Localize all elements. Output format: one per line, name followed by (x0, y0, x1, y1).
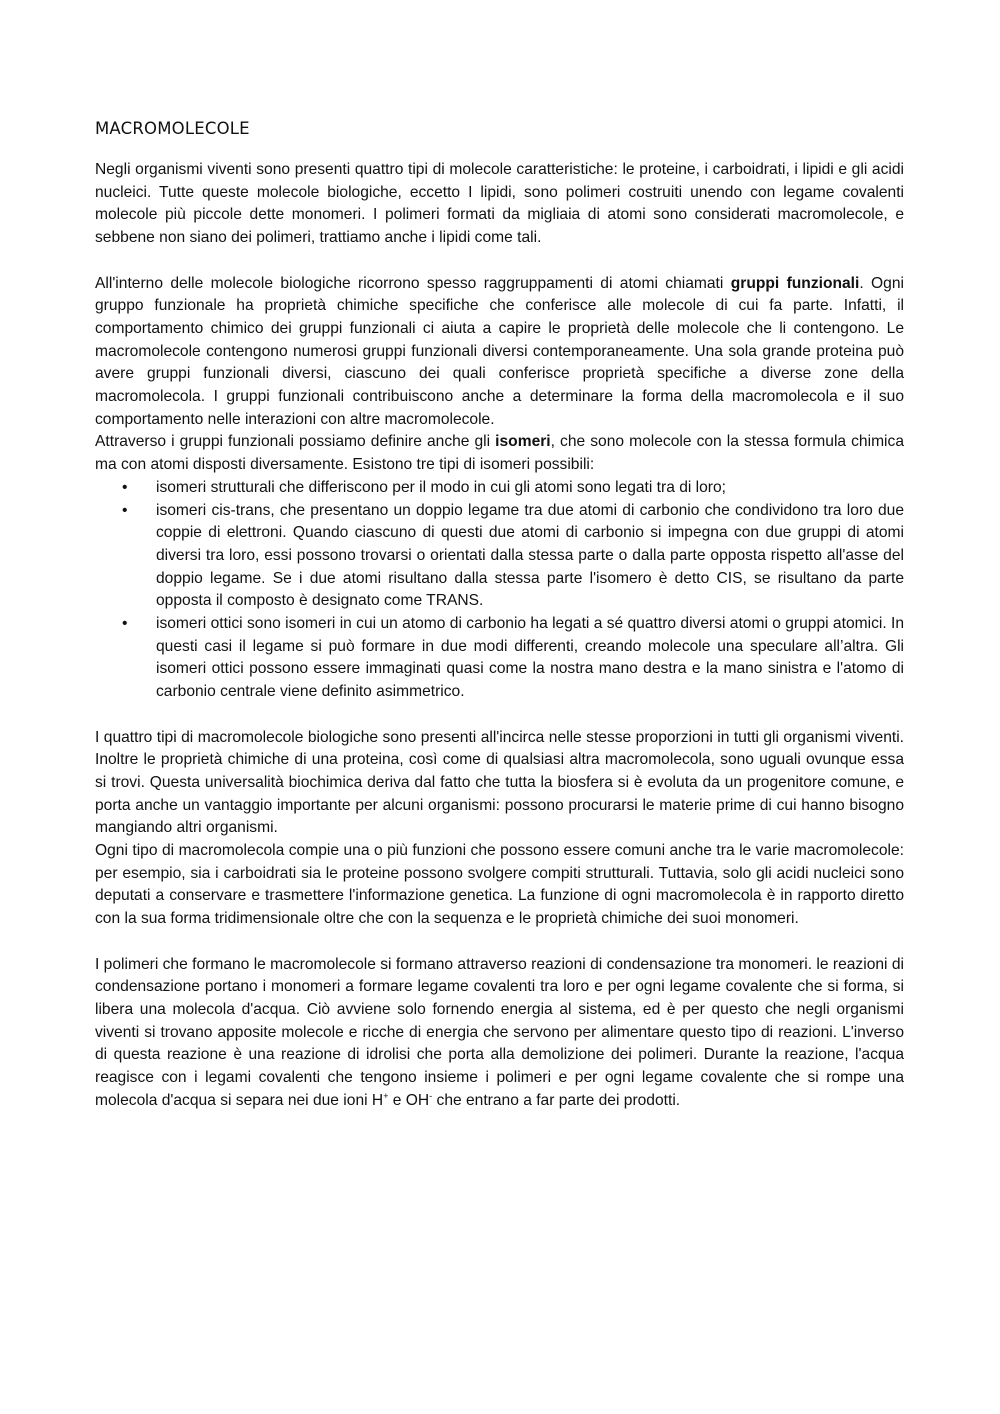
bullet-icon: • (122, 478, 128, 496)
list-item-text: isomeri strutturali che differiscono per il modo in cui gli atomi sono legati tra di loro; (156, 478, 727, 496)
list-item-structural-isomers (122, 477, 904, 500)
paragraph-spacer (95, 250, 904, 273)
text-run: . Ogni gruppo funzionale ha proprietà chimiche specifiche che conferisce alle molecole di cui fa parte. Infatti, il comportamento chimico dei gruppi funzionali ci aiuta a capire le proprietà delle molecole che li contengono. Le macromolecole contengono numerosi gruppi funzionali diversi contemporaneamente. Una sola grande proteina può avere gruppi funzionali diversi, ciascuno dei quali conferisce proprietà specifiche a diverse zone della macromolecola. I gruppi funzionali contribuiscono anche a determinare la forma della macromolecola e il suo comportamento nelle interazioni con altre macromolecole. (95, 274, 904, 428)
list-item-text: isomeri cis-trans, che presentano un doppio legame tra due atomi di carbonio che condividono tra loro due coppie di elettroni. Quando ciascuno di questi due atomi di carbonio si impegna con due gruppi di atomi diversi tra loro, essi possono trovarsi o orientati dalla stessa parte o dalla parte opposta rispetto all'asse del doppio legame. Se i due atomi risultano dalla stessa parte l'isomero è detto CIS, se risultano da parte opposta il composto è designato come TRANS. (156, 501, 904, 610)
term-isomers: isomeri (495, 433, 551, 451)
paragraph-isomers (95, 431, 904, 476)
list-item-optical-isomers (122, 613, 904, 704)
paragraph-spacer (95, 931, 904, 954)
superscript-minus: - (429, 1090, 433, 1101)
paragraph-spacer (95, 704, 904, 727)
text-run: che entrano a far parte dei prodotti. (432, 1091, 681, 1109)
paragraph-condensation (95, 954, 904, 1113)
text-run: I polimeri che formano le macromolecole si formano attraverso reazioni di condensazione tra monomeri. le reazioni di condensazione portano i monomeri a formare legame covalenti tra loro e per ogni legame covalente che si forma, si libera una molecola d'acqua. Ciò avviene solo fornendo energia al sistema, ed è per questo che negli organismi viventi si trovano apposite molecole e ricche di energia che servono per alimentare questo tipo di reazioni. L'inverso di questa reazione è una reazione di idrolisi che porta alla demolizione dei polimeri. Durante la reazione, l'acqua reagisce con i legami covalenti che tengono insieme i polimeri e per ogni legame covalente che si rompe una molecola d'acqua si separa nei due ioni H (95, 955, 904, 1109)
list-item-cis-trans-isomers (122, 500, 904, 614)
paragraph-intro: Negli organismi viventi sono presenti quattro tipi di molecole caratteristiche: le proteine, i carboidrati, i lipidi e gli acidi nucleici. Tutte queste molecole biologiche, eccetto I lipidi, sono polimeri costruiti unendo con legame covalenti molecole più piccole dette monomeri. I polimeri formati da migliaia di atomi sono considerati macromolecole, e sebbene non siano dei polimeri, trattiamo anche i lipidi come tali. (95, 161, 904, 247)
paragraph-functions: Ogni tipo di macromolecola compie una o più funzioni che possono essere comuni anche tra le varie macromolecole: per esempio, sia i carboidrati sia le proteine possono svolgere compiti strutturali. Tuttavia, solo gli acidi nucleici sono deputati a conservare e trasmettere l'informazione genetica. La funzione di ogni macromolecola è in rapporto diretto con la sua forma tridimensionale oltre che con la sequenza e le proprietà chimiche dei suoi monomeri. (95, 842, 904, 928)
text-run: e OH (388, 1091, 430, 1109)
text-run: Attraverso i gruppi funzionali possiamo definire anche gli (95, 433, 496, 451)
term-functional-groups: gruppi funzionali (730, 274, 860, 292)
superscript-plus: + (383, 1090, 389, 1101)
bullet-icon: • (122, 501, 128, 519)
document-title: MACROMOLECOLE (95, 119, 250, 138)
isomer-types-list (95, 477, 904, 704)
bullet-icon: • (122, 615, 128, 633)
paragraph-functional-groups (95, 273, 904, 432)
list-item-text: isomeri ottici sono isomeri in cui un atomo di carbonio ha legati a sé quattro diversi atomi o gruppi atomici. In questi casi il legame si può formare in due modi differenti, creando molecole una speculare all’altra. Gli isomeri ottici possono essere immaginati quasi come la nostra mano destra e la mano sinistra e l'atomo di carbonio centrale viene definito asimmetrico. (156, 615, 904, 701)
document-page (95, 118, 904, 1112)
text-run: All'interno delle molecole biologiche ricorrono spesso raggruppamenti di atomi chiamati (95, 274, 731, 292)
paragraph-universality: I quattro tipi di macromolecole biologiche sono presenti all'incirca nelle stesse proporzioni in tutti gli organismi viventi. Inoltre le proprietà chimiche di una proteina, così come di qualsiasi altra macromolecola, sono uguali ovunque essa si trovi. Questa universalità biochimica deriva dal fatto che tutta la biosfera si è evoluta da un progenitore comune, e porta anche un vantaggio importante per alcuni organismi: possono procurarsi le materie prime di cui hanno bisogno mangiando altri organismi. (95, 728, 904, 837)
text-run: , che sono molecole con la stessa formula chimica ma con atomi disposti diversamente. Esistono tre tipi di isomeri possibili: (95, 433, 904, 474)
